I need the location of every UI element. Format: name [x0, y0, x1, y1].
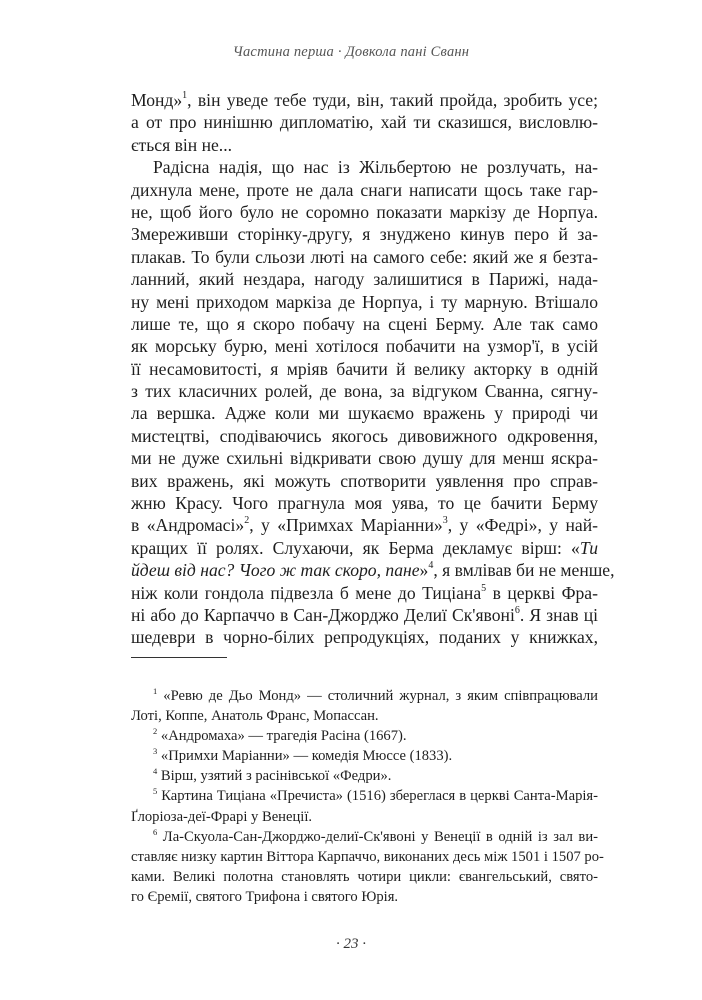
- text-run: з тих класичних ролей, де вона, за відгуком Сванна, сягну-: [131, 381, 598, 402]
- text-run: »: [419, 560, 429, 581]
- footnote-ref: 6: [514, 604, 520, 616]
- text-line: [131, 887, 598, 907]
- text-run: Ґлоріоза-деї-Фрарі у Венеції.: [131, 808, 313, 825]
- text-run: дихнула мене, проте не дала снаги написати щось таке гар-: [131, 179, 598, 200]
- text-line: [131, 582, 598, 604]
- text-line: [131, 827, 598, 847]
- text-line: [131, 89, 598, 111]
- text-run: ла вершка. Адже коли ми шукаємо вражень у природі чи: [131, 403, 598, 424]
- text-run: ми не дуже схильні відкривати свою душу для менш яскра-: [131, 448, 598, 469]
- text-line: [131, 766, 598, 786]
- text-run: Картина Тиціана «Пречиста» (1516) збереглася в церкві Санта-Марія-: [157, 788, 598, 805]
- text-run: , у «Примхах Маріанни»: [249, 515, 443, 536]
- text-line: [131, 179, 598, 201]
- text-run: кращих її ролях. Слухаючи, як Берма декламує вірш: «: [131, 537, 580, 558]
- text-line: [131, 686, 598, 706]
- text-line: [131, 514, 598, 536]
- footnote-ref: 1: [153, 686, 158, 696]
- text-line: [131, 559, 615, 581]
- text-run: Змереживши сторінку-другу, я знуджено кинув перо й за-: [131, 224, 598, 245]
- text-line: [131, 604, 598, 626]
- text-run: в церкві Фра-: [486, 582, 598, 603]
- running-header: Частина перша · Довкола пані Сванн: [232, 44, 470, 60]
- footnote-ref: 1: [182, 90, 188, 101]
- text-run: ні або до Карпаччо в Сан-Джорджо Делиї Ск'явоні: [131, 604, 515, 625]
- text-run: жню Красу. Чого прагнула моя уява, то це бачити Берму: [131, 493, 598, 514]
- text-run: мистецтві, сподіваючись якогось дивовижного одкровення,: [131, 425, 598, 446]
- text-line: [131, 807, 598, 827]
- text-line: [131, 402, 598, 424]
- footnote-ref: 2: [153, 726, 158, 737]
- text-run: не, щоб його було не соромно показати маркізу де Норпуа.: [131, 201, 598, 222]
- text-line: [131, 111, 598, 133]
- footnotes: [131, 686, 604, 907]
- text-line: [131, 201, 598, 223]
- footnote-ref: 4: [428, 560, 434, 572]
- text-run: Радісна надія, що нас із Жільбертою не розлучать, на-: [153, 157, 598, 178]
- text-run: . Я знав ці: [519, 604, 598, 625]
- text-run: плакав. То були сльози люті на самого себе: який же я безта-: [131, 246, 598, 267]
- footnote-ref: 4: [153, 766, 158, 777]
- text-run: Вірш, узятий з расінівської «Федри».: [157, 768, 392, 785]
- text-line: [131, 380, 598, 402]
- text-run: Ла-Скуола-Сан-Джорджо-делиї-Ск'явоні у Венеції в одній із зал ви-: [157, 828, 598, 845]
- text-run: ніж коли гондола підвезла б мене до Тиціана: [131, 582, 482, 603]
- text-run: , у «Федрі», у най-: [447, 515, 598, 536]
- text-run: , він уведе тебе туди, він, такий пройда, зробить усе;: [187, 90, 598, 110]
- text-line: [131, 313, 598, 335]
- text-line: [131, 156, 598, 178]
- text-line: [131, 492, 598, 514]
- page-number: · 23 ·: [336, 936, 366, 952]
- text-line: [131, 726, 598, 746]
- text-run: в «Андромасі»: [131, 515, 245, 536]
- text-line: [131, 626, 598, 648]
- text-line: [131, 335, 598, 357]
- text-line: [131, 134, 598, 156]
- text-line: [131, 867, 598, 887]
- footnote-ref: 5: [481, 582, 487, 594]
- text-run: «Примхи Маріанни» — комедія Мюссе (1833).: [157, 748, 453, 765]
- text-run: «Ревю де Дьо Монд» — столичний журнал, з яким співпрацювали: [157, 688, 598, 704]
- body-text: [131, 89, 615, 649]
- text-run: ну мені приходом маркіза де Норпуа, і ту марную. Втішало: [131, 291, 598, 312]
- footnote-ref: 5: [153, 786, 158, 797]
- text-line: [131, 447, 598, 469]
- text-run: ланний, який нездара, нагоду залишитися в Парижі, нада-: [131, 269, 598, 290]
- footnote-ref: 3: [442, 515, 448, 527]
- text-line: [131, 786, 598, 806]
- text-line: [131, 706, 598, 726]
- text-run: вих вражень, які можуть спотворити уявлення про справ-: [131, 470, 598, 491]
- text-line: [131, 246, 598, 268]
- text-run: «Андромаха» — трагедія Расіна (1667).: [157, 728, 407, 745]
- text-run: ками. Великі полотна становлять чотири цикли: євангельський, свято-: [131, 868, 598, 885]
- text-line: [131, 291, 598, 313]
- italic-text: Ти: [579, 537, 598, 558]
- text-run: як морську бурю, мені хотілося побачити на узмор'ї, в усій: [131, 336, 598, 357]
- footnote-ref: 3: [153, 746, 158, 757]
- text-run: Монд»: [131, 90, 183, 110]
- text-line: [131, 746, 598, 766]
- text-line: [131, 470, 598, 492]
- text-run: го Єремії, святого Трифона і святого Юрія.: [131, 888, 399, 905]
- text-run: Лоті, Коппе, Анатоль Франс, Мопассан.: [131, 708, 379, 725]
- text-run: , я вмлівав би не менше,: [433, 560, 615, 581]
- text-line: [131, 847, 604, 867]
- text-run: лише те, що я скоро побачу на сцені Берму. Але так само: [131, 313, 598, 334]
- text-line: [131, 223, 598, 245]
- footnote-ref: 6: [153, 826, 158, 837]
- text-run: а от про нинішню дипломатію, хай ти сказишся, висловлю-: [131, 112, 598, 133]
- text-line: [131, 358, 598, 380]
- text-run: її несамовитості, я мріяв бачити й велику акторку в одній: [131, 358, 598, 379]
- footnote-separator: [131, 657, 227, 658]
- italic-text: йдеш від нас? Чого ж так скоро, пане: [131, 560, 420, 581]
- footnote-ref: 2: [244, 515, 250, 527]
- text-line: [131, 537, 598, 559]
- text-line: [131, 425, 598, 447]
- text-run: ється він не...: [131, 134, 232, 155]
- text-run: ставляє низку картин Віттора Карпаччо, виконаних десь між 1501 і 1507 ро-: [131, 848, 604, 865]
- text-line: [131, 268, 598, 290]
- text-run: шедеври в чорно-білих репродукціях, поданих у книжках,: [131, 627, 598, 648]
